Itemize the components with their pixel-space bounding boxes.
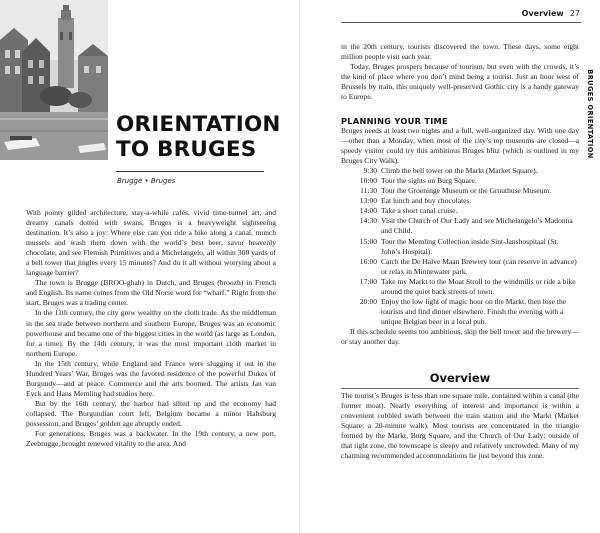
paragraph: in the 20th century, tourists discovered the town. These days, some eight million people visit each year. — [341, 42, 579, 62]
schedule-time: 14:30 — [359, 216, 377, 226]
schedule-row — [341, 237, 579, 257]
planning-section — [341, 126, 579, 347]
schedule-row — [341, 297, 579, 327]
schedule-time: 20:00 — [359, 296, 377, 306]
schedule-row — [341, 186, 579, 196]
running-header-section: Overview — [521, 9, 564, 18]
running-header — [522, 9, 580, 18]
title-rule — [116, 171, 264, 172]
chapter-title-line1: ORIENTATION — [116, 112, 281, 137]
overview-text: The tourist’s Bruges is less than one square mile, contained within a canal (the former moat). Nearly everything of interest and importance is within a convenient cobbled swath between the train station and the Markt (Market Square; a 20-minute walk). Most tourists are concentrated in the triangle formed by the Markt, Burg Square, and the Church of Our Lady; outside of that tight zone, the townscape is sleepy and relatively uncrowded. Many of my charming recommended accommodations lie just beyond this zone. — [341, 391, 579, 461]
paragraph: In the 15th century, while England and France were slugging it out in the Hundred Years’ War, Bruges was the favored residence of the powerful Dukes of Burgundy—and at peace. Commerce and the arts boomed. The artists Jan van Eyck and Hans Memling had studios here. — [26, 358, 276, 398]
schedule-desc: Visit the Church of Our Lady and see Michelangelo’s Madonna and Child. — [381, 216, 573, 236]
schedule-time: 13:00 — [359, 196, 377, 206]
schedule-row — [341, 166, 579, 176]
schedule-time: 15:00 — [359, 236, 377, 246]
schedule-row — [341, 257, 579, 277]
schedule-time: 14:00 — [359, 206, 377, 216]
schedule-desc: Catch the De Halve Maan Brewery tour (can reserve in advance) or relax in Minnewater park. — [381, 256, 577, 276]
paragraph: In the 11th century, the city grew wealthy on the cloth trade. As the middleman in the sea trade between northern and southern Europe, Bruges was an economic powerhouse and became one of the biggest cities in the world (as large as London, for a time). By the 14th century, it was the most important cloth market in northern Europe. — [26, 308, 276, 358]
paragraph: But by the 16th century, the harbor had silted up and the economy had collapsed. The Burgundian court left, Belgium became a minor Habsburg possession, and Bruges’ golden age abruptly ended. — [26, 398, 276, 428]
overview-text-block — [341, 391, 579, 461]
schedule-row — [341, 196, 579, 206]
schedule-time: 17:00 — [359, 276, 377, 286]
schedule-row — [341, 176, 579, 186]
schedule-desc: Take my Markt to the Moat Stroll to the windmills or ride a bike around the quiet back streets of town. — [381, 276, 576, 296]
schedule-desc: Tour the Groeninge Museum or the Gruuthuse Museum. — [381, 186, 552, 196]
photo-canal-belfry — [0, 0, 108, 160]
schedule-time: 16:00 — [359, 256, 377, 266]
paragraph: Today, Bruges prospers because of tourism, but even with the crowds, it’s the kind of place where you don’t mind being a tourist. Just an hour west of Brussels by train, this uniquely well-preserved Gothic city is a handy gateway to Europe. — [341, 62, 579, 102]
schedule-desc: Tour the Memling Collection inside Sint-Janshospitaal (St. John’s Hospital). — [381, 236, 559, 256]
side-tab-label: BRUGES ORIENTATION — [586, 69, 594, 159]
planning-heading: PLANNING YOUR TIME — [341, 116, 448, 126]
chapter-subtitle: Brugge • Bruges — [117, 177, 176, 185]
planning-intro: Bruges needs at least two nights and a full, well-organized day. With one day—other than a Monday, when most of the city’s top museums are closed—a speedy visitor could try this ambitious Bruges blitz (which is outlined in my Bruges City Walk): — [341, 126, 579, 166]
page-number: 27 — [569, 9, 580, 18]
schedule-list — [341, 166, 579, 327]
schedule-desc: Eat lunch and buy chocolates. — [381, 196, 472, 206]
side-tab — [582, 44, 598, 184]
paragraph: The town is Brugge (BROO-ghah) in Dutch, and Bruges (broozh) in French and English. Its name comes from the Old Norse word for “wharf.” Right from the start, Bruges was a trading center. — [26, 278, 276, 308]
planning-outro: If this schedule seems too ambitious, skip the bell tower and the brewery—or stay another day. — [341, 326, 579, 346]
schedule-time: 9:30 — [363, 166, 377, 176]
schedule-row — [341, 216, 579, 236]
overview-rule — [341, 388, 579, 389]
schedule-desc: Enjoy the low light of magic hour on the Markt, then lose the tourists and find dinner elsewhere. Finish the evening with a unique Belgian beer in a local pub. — [381, 296, 567, 326]
schedule-time: 11:30 — [360, 186, 377, 196]
schedule-time: 10:00 — [359, 176, 377, 186]
schedule-desc: Take a short canal cruise. — [381, 206, 458, 216]
header-rule — [341, 22, 581, 23]
paragraph: For generations, Bruges was a backwater. In the 19th century, a new port, Zeebrugge, brought renewed vitality to the area. And — [26, 429, 276, 449]
schedule-row — [341, 277, 579, 297]
left-body-text — [26, 208, 276, 449]
chapter-title-line2: TO BRUGES — [116, 137, 257, 162]
overview-heading: Overview — [429, 371, 491, 385]
right-intro-text — [341, 42, 579, 102]
schedule-desc: Climb the bell tower on the Markt (Market Square). — [381, 166, 538, 176]
paragraph: With pointy gilded architecture, stay-a-while cafés, vivid time-tunnel art, and dreamy canals dotted with swans, Bruges is a heavyweight sightseeing destination. It’s also a joy: Where else can you ride a bike along a canal, munch mussels and wash them down with the world’s best beer, savor heavenly chocolate, and see Flemish Primitives and a Michelangelo, all within 300 yards of a bell tower that jingles every 15 minutes? And do it all without worrying about a language barrier? — [26, 208, 276, 278]
schedule-desc: Tour the sights on Burg Square. — [381, 176, 477, 186]
schedule-row — [341, 206, 579, 216]
chapter-title — [116, 112, 281, 162]
